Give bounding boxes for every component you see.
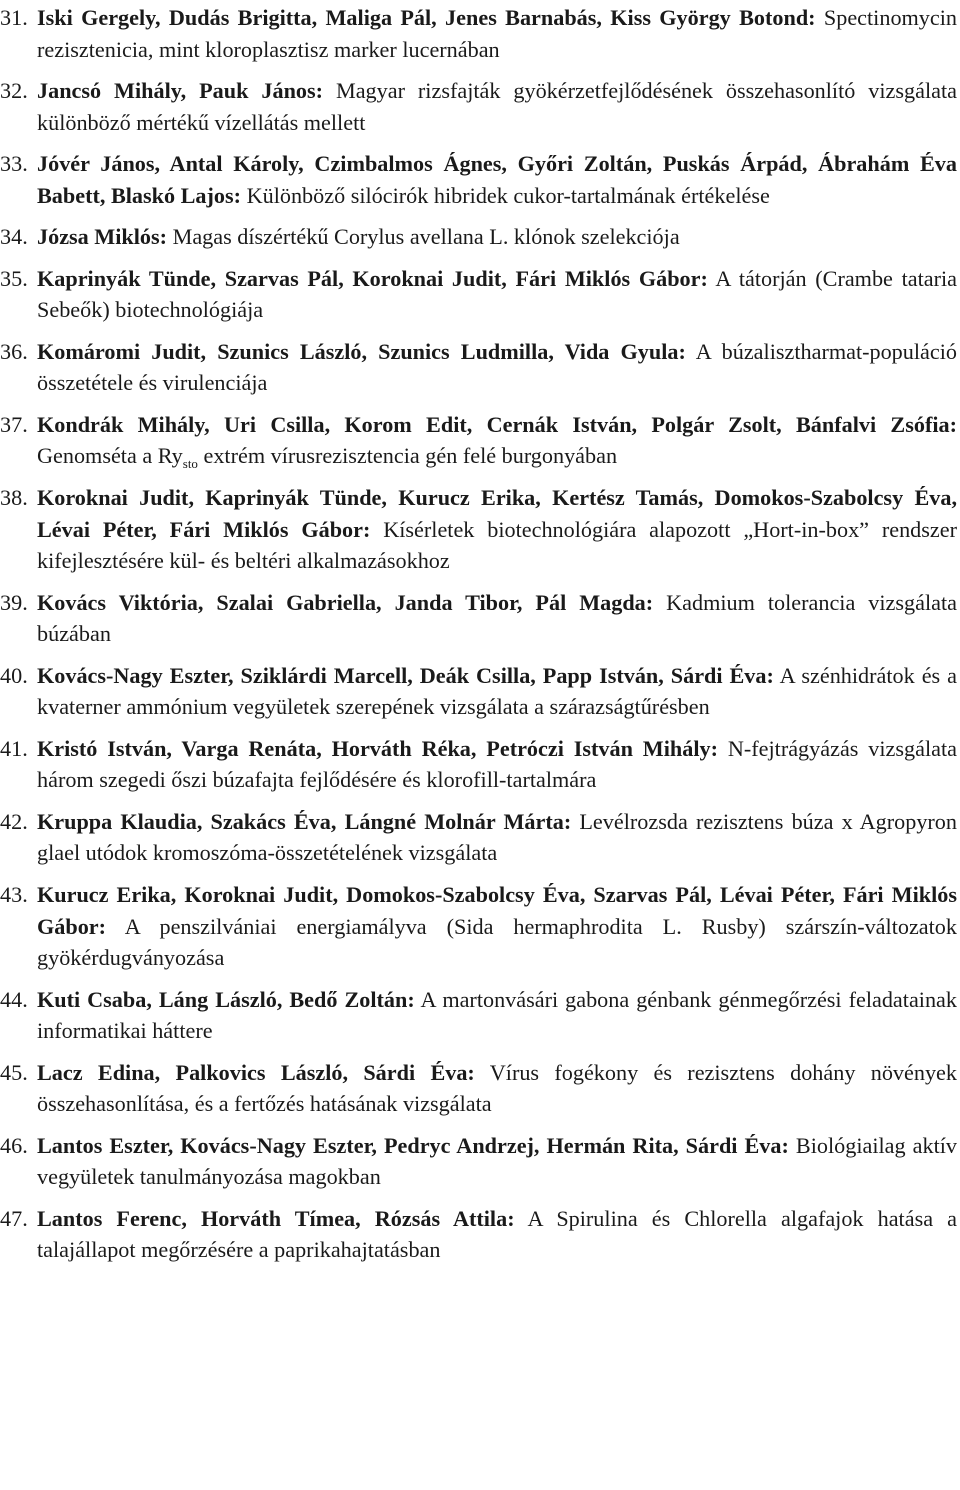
entry-number: 38. xyxy=(0,484,28,510)
list-item xyxy=(0,482,957,577)
list-item xyxy=(0,263,957,326)
entry-number: 43. xyxy=(0,881,28,907)
entry-title xyxy=(37,443,618,472)
entry-authors: Lantos Ferenc, Horváth Tímea, Rózsás Attila: xyxy=(37,1205,515,1231)
entry-authors: Iski Gergely, Dudás Brigitta, Maliga Pál, Jenes Barnabás, Kiss György Botond: xyxy=(37,5,816,30)
entry-number: 41. xyxy=(0,735,28,761)
entry-title: A tátorján (Crambe tataria Sebeők) biotechnológiája xyxy=(37,265,957,323)
entry-title: Levélrozsda rezisztens búza x Agropyron glael utódok kromoszóma-összetételének vizsgálata xyxy=(37,808,957,866)
list-item xyxy=(0,806,957,869)
entry-authors: Komáromi Judit, Szunics László, Szunics Ludmilla, Vida Gyula: xyxy=(37,338,686,364)
entry-number: 31. xyxy=(0,5,28,30)
entry-number: 35. xyxy=(0,265,28,291)
entry-authors: Kondrák Mihály, Uri Csilla, Korom Edit, Cernák István, Polgár Zsolt, Bánfalvi Zsófia: xyxy=(37,411,957,437)
list-item xyxy=(0,660,957,723)
list-item xyxy=(0,221,957,253)
entry-title: A Spirulina és Chlorella algafajok hatása a talajállapot megőrzésére a paprikahajtatásban xyxy=(37,1205,957,1263)
entry-authors: Józsa Miklós: xyxy=(37,224,168,250)
list-item xyxy=(0,2,957,65)
entry-title-part: Genomséta a Ry xyxy=(37,443,183,469)
list-item xyxy=(0,733,957,796)
entry-number: 36. xyxy=(0,338,28,364)
entry-title: A szénhidrátok és a kvaterner ammónium vegyületek szerepének vizsgálata a szárazságtűrésben xyxy=(37,662,957,720)
list-item xyxy=(0,984,957,1047)
entry-authors: Kovács Viktória, Szalai Gabriella, Janda Tibor, Pál Magda: xyxy=(37,589,654,615)
entry-title: Spectinomycin rezisztenicia, mint kloroplasztisz marker lucernában xyxy=(37,5,957,62)
entry-authors: Kovács-Nagy Eszter, Sziklárdi Marcell, Deák Csilla, Papp István, Sárdi Éva: xyxy=(37,662,774,688)
entry-number: 32. xyxy=(0,78,28,104)
entry-number: 45. xyxy=(0,1059,28,1085)
entry-number: 44. xyxy=(0,986,28,1012)
entry-authors: Koroknai Judit, Kaprinyák Tünde, Kurucz Erika, Kertész Tamás, Domokos-Szabolcsy Éva, Lévai Péter, Fári Miklós Gábor: xyxy=(37,484,957,542)
list-item xyxy=(0,1203,957,1266)
list-item xyxy=(0,1057,957,1120)
entry-authors: Kruppa Klaudia, Szakács Éva, Lángné Molnár Márta: xyxy=(37,808,572,834)
list-item xyxy=(0,336,957,399)
entry-title-part: extrém vírusrezisztencia gén felé burgonyában xyxy=(197,443,618,469)
list-item xyxy=(0,1130,957,1193)
entry-title: Különböző silócirók hibridek cukor-tartalmának értékelése xyxy=(241,182,770,208)
list-item xyxy=(0,148,957,211)
entry-title: N-fejtrágyázás vizsgálata három szegedi őszi búzafajta fejlődésére és klorofill-tartalmára xyxy=(37,735,957,793)
entry-number: 39. xyxy=(0,589,28,615)
entry-authors: Kaprinyák Tünde, Szarvas Pál, Koroknai Judit, Fári Miklós Gábor: xyxy=(37,265,708,291)
list-item xyxy=(0,587,957,650)
entry-title: Magas díszértékű Corylus avellana L. klónok szelekciója xyxy=(167,224,680,250)
entry-title: A búzalisztharmat-populáció összetétele és virulenciája xyxy=(37,338,957,396)
entry-title: A martonvásári gabona génbank génmegőrzési feladatainak informatikai háttere xyxy=(37,986,957,1044)
list-item xyxy=(0,75,957,138)
entry-title: Biológiailag aktív vegyületek tanulmányozása magokban xyxy=(37,1132,958,1190)
list-item xyxy=(0,879,957,974)
entry-title: Vírus fogékony és rezisztens dohány növények összehasonlítása, és a fertőzés hatásának vizsgálata xyxy=(37,1059,958,1117)
entry-authors: Jóvér János, Antal Károly, Czimbalmos Ágnes, Győri Zoltán, Puskás Árpád, Ábrahám Éva Babett, Blaskó Lajos: xyxy=(37,151,957,208)
entry-authors: Lacz Edina, Palkovics László, Sárdi Éva: xyxy=(37,1059,475,1085)
entry-title: Kísérletek biotechnológiára alapozott „Hort-in-box” rendszer kifejlesztésére kül- és beltéri alkalmazásokhoz xyxy=(37,516,957,574)
entry-number: 42. xyxy=(0,808,28,834)
entry-number: 37. xyxy=(0,411,28,437)
entry-number: 47. xyxy=(0,1205,28,1231)
entry-number: 34. xyxy=(0,224,28,250)
entry-authors: Kuti Csaba, Láng László, Bedő Zoltán: xyxy=(37,986,415,1012)
entry-number: 40. xyxy=(0,662,28,688)
entry-title: A penszilvániai energiamályva (Sida hermaphrodita L. Rusby) szárszín-változatok gyökérdugványozása xyxy=(37,913,957,971)
list-item xyxy=(0,409,957,472)
entry-number: 46. xyxy=(0,1132,28,1158)
entry-authors: Jancsó Mihály, Pauk János: xyxy=(37,78,324,104)
gene-subscript: sto xyxy=(182,456,198,472)
entry-title: Kadmium tolerancia vizsgálata búzában xyxy=(37,589,957,647)
entry-authors: Kurucz Erika, Koroknai Judit, Domokos-Szabolcsy Éva, Szarvas Pál, Lévai Péter, Fári Miklós Gábor: xyxy=(37,881,957,939)
entry-authors: Lantos Eszter, Kovács-Nagy Eszter, Pedryc Andrzej, Hermán Rita, Sárdi Éva: xyxy=(37,1132,789,1158)
entry-title: Magyar rizsfajták gyökérzetfejlődésének összehasonlító vizsgálata különböző mértékű vízellátás mellett xyxy=(37,78,957,135)
entry-number: 33. xyxy=(0,151,28,177)
entry-authors: Kristó István, Varga Renáta, Horváth Réka, Petróczi István Mihály: xyxy=(37,735,718,761)
